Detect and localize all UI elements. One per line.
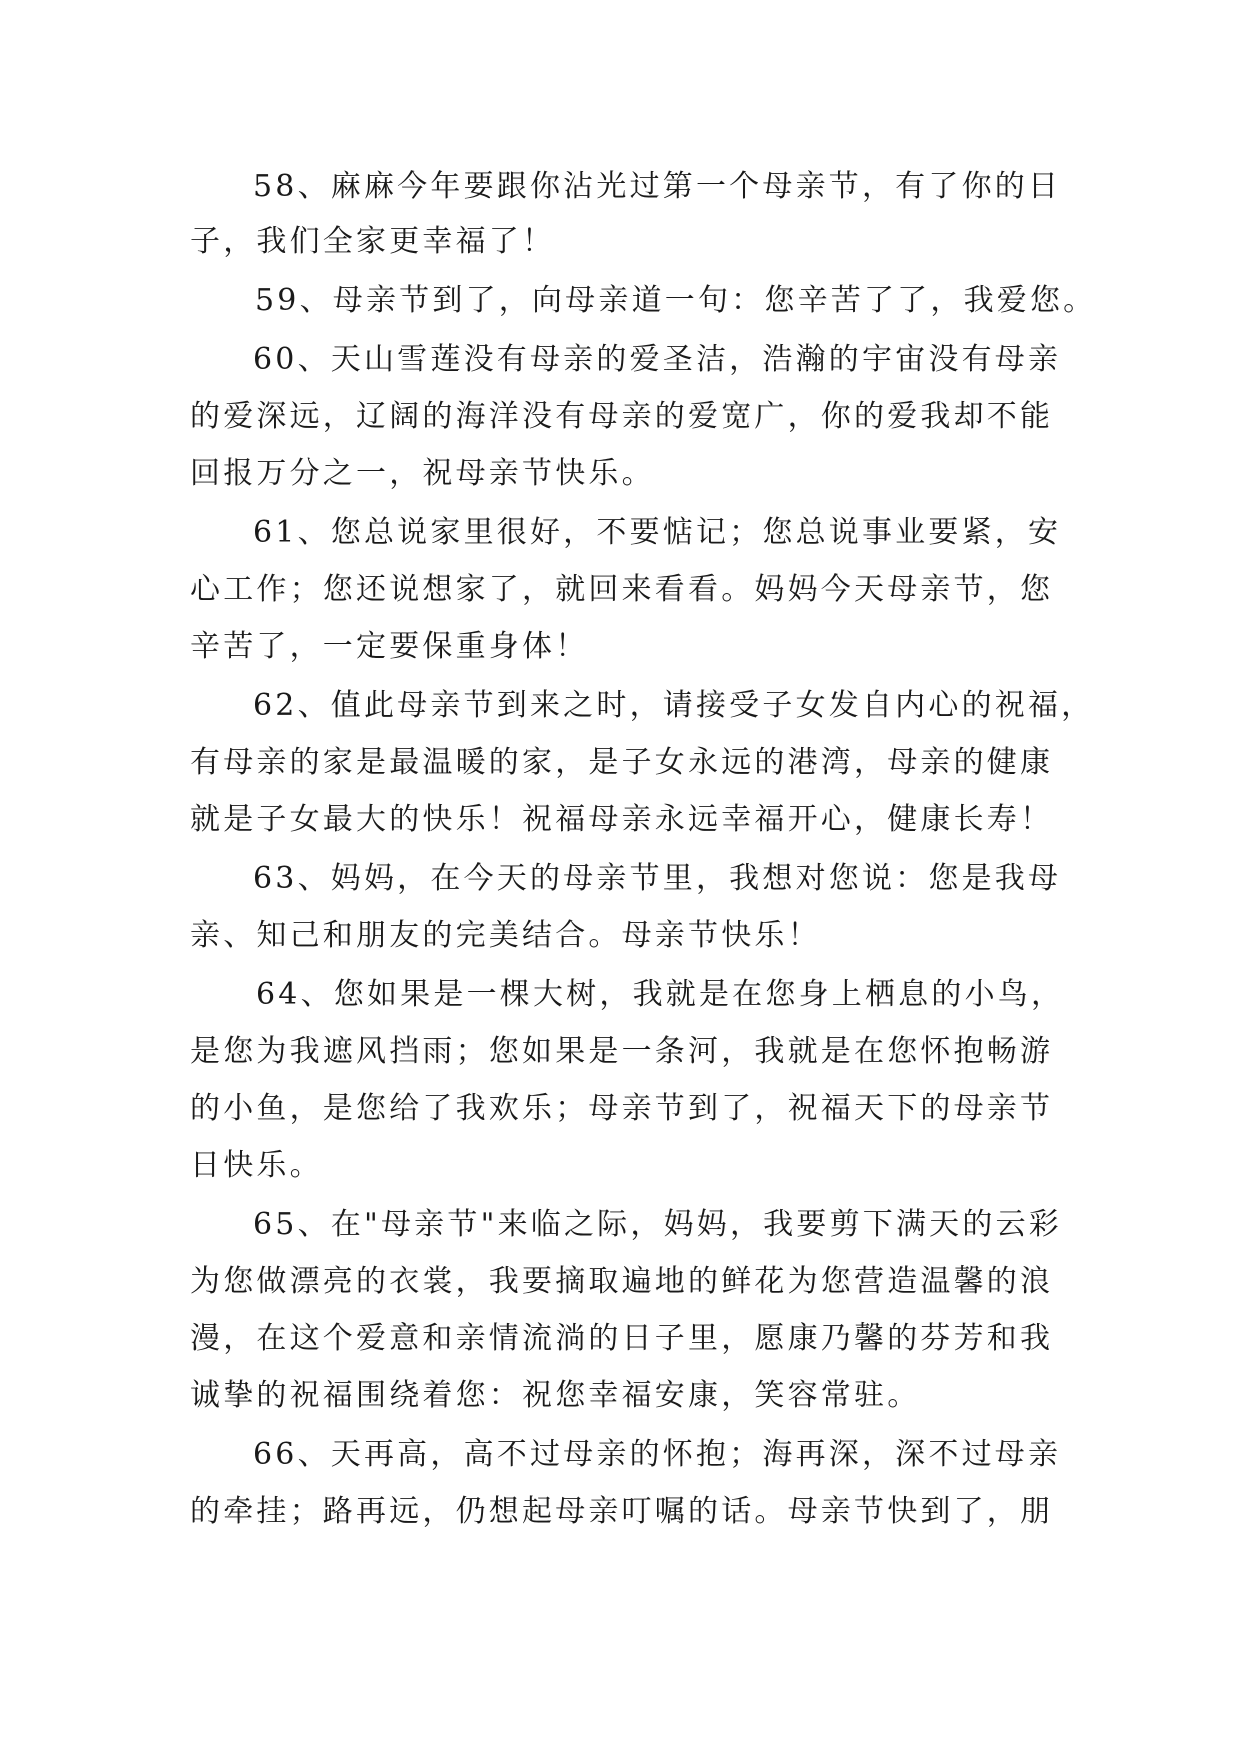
text-line: 63、妈妈，在今天的母亲节里，我想对您说：您是我母 <box>253 861 1062 896</box>
text-line: 子，我们全家更幸福了！ <box>190 224 556 259</box>
text-line: 心工作；您还说想家了，就回来看看。妈妈今天母亲节，您 <box>190 572 1054 607</box>
text-line: 是您为我遮风挡雨；您如果是一条河，我就是在您怀抱畅游 <box>190 1034 1054 1069</box>
text-line: 诚挚的祝福围绕着您：祝您幸福安康，笑容常驻。 <box>190 1378 921 1413</box>
text-line: 64、您如果是一棵大树，我就是在您身上栖息的小鸟， <box>256 977 1065 1012</box>
text-line: 的牵挂；路再远，仍想起母亲叮嘱的话。母亲节快到了，朋 <box>190 1494 1054 1529</box>
text-line: 66、天再高，高不过母亲的怀抱；海再深，深不过母亲 <box>253 1437 1062 1472</box>
text-line: 65、在"母亲节"来临之际，妈妈，我要剪下满天的云彩 <box>253 1207 1062 1242</box>
text-line: 就是子女最大的快乐！祝福母亲永远幸福开心，健康长寿！ <box>190 802 1054 837</box>
text-line: 61、您总说家里很好，不要惦记；您总说事业要紧，安 <box>253 515 1062 550</box>
text-line: 回报万分之一，祝母亲节快乐。 <box>190 456 655 491</box>
text-line: 日快乐。 <box>190 1148 323 1183</box>
text-line: 亲、知己和朋友的完美结合。母亲节快乐！ <box>190 918 821 953</box>
text-line: 漫，在这个爱意和亲情流淌的日子里，愿康乃馨的芬芳和我 <box>190 1321 1054 1356</box>
text-line: 的小鱼，是您给了我欢乐；母亲节到了，祝福天下的母亲节 <box>190 1091 1054 1126</box>
text-line: 的爱深远，辽阔的海洋没有母亲的爱宽广，你的爱我却不能 <box>190 399 1054 434</box>
text-line: 为您做漂亮的衣裳，我要摘取遍地的鲜花为您营造温馨的浪 <box>190 1264 1054 1299</box>
text-line: 60、天山雪莲没有母亲的爱圣洁，浩瀚的宇宙没有母亲 <box>253 342 1062 377</box>
text-line: 62、值此母亲节到来之时，请接受子女发自内心的祝福， <box>253 688 1095 723</box>
text-line: 59、母亲节到了，向母亲道一句：您辛苦了了，我爱您。 <box>255 283 1097 318</box>
text-line: 辛苦了，一定要保重身体！ <box>190 629 589 664</box>
text-line: 58、麻麻今年要跟你沾光过第一个母亲节，有了你的日 <box>253 169 1062 204</box>
text-line: 有母亲的家是最温暖的家，是子女永远的港湾，母亲的健康 <box>190 745 1054 780</box>
